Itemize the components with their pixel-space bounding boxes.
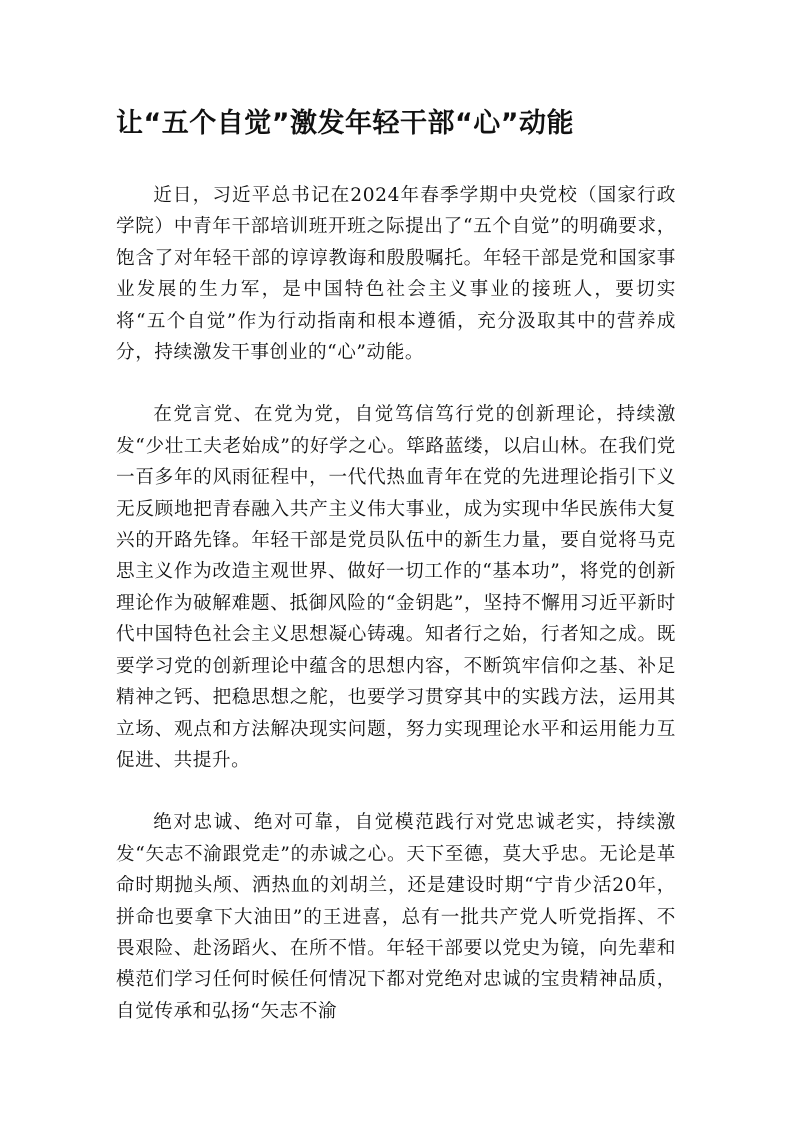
paragraph-intro: 近日，习近平总书记在2024年春季学期中央党校（国家行政学院）中青年干部培训班开班之际提出了“五个自觉”的明确要求，饱含了对年轻干部的谆谆教诲和殷殷嘱托。年轻干部是党和国家事业发展的生力军，是中国特色社会主义事业的接班人，要切实将“五个自觉”作为行动指南和根本遵循，充分汲取其中的营养成分，持续激发干事创业的“心”动能。 [116,185,676,364]
paragraph-theory: 在党言党、在党为党，自觉笃信笃行党的创新理论，持续激发“少壮工夫老始成”的好学之心。筚路蓝缕，以启山林。在我们党一百多年的风雨征程中，一代代热血青年在党的先进理论指引下义无反顾地把青春融入共产主义伟大事业，成为实现中华民族伟大复兴的开路先锋。年轻干部是党员队伍中的新生力量，要自觉将马克思主义作为改造主观世界、做好一切工作的“基本功”，将党的创新理论作为破解难题、抵御风险的“金钥匙”，坚持不懈用习近平新时代中国特色社会主义思想凝心铸魂。知者行之始，行者知之成。既要学习党的创新理论中蕴含的思想内容，不断筑牢信仰之基、补足精神之钙、把稳思想之舵，也要学习贯穿其中的实践方法，运用其立场、观点和方法解决现实问题，努力实现理论水平和运用能力互促进、共提升。 [116,404,676,771]
paragraph-loyalty: 绝对忠诚、绝对可靠，自觉模范践行对党忠诚老实，持续激发“矢志不渝跟党走”的赤诚之心。天下至德，莫大乎忠。无论是革命时期抛头颅、洒热血的刘胡兰，还是建设时期“宁肯少活20年，拼命也要拿下大油田”的王进喜，总有一批共产党人听党指挥、不畏艰险、赴汤蹈火、在所不惜。年轻干部要以党史为镜，向先辈和模范们学习任何时候任何情况下都对党绝对忠诚的宝贵精神品质，自觉传承和弘扬“矢志不渝 [116,812,676,1022]
article-body [116,180,676,1058]
article-title: 让“五个自觉”激发年轻干部“心”动能 [116,108,574,139]
